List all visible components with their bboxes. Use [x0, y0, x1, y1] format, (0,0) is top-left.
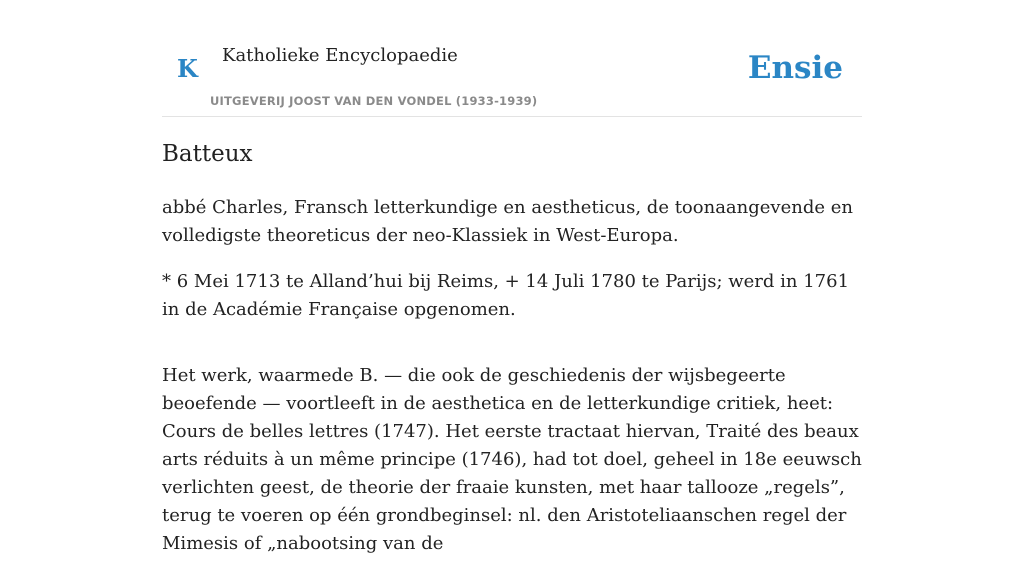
publisher-subtitle: UITGEVERIJ JOOST VAN DEN VONDEL (1933-1939) [210, 94, 538, 108]
entry-paragraph: abbé Charles, Fransch letterkundige en aestheticus, de toonaangevende en volledigste theoreticus der neo-Klassiek in West-Europa. [162, 197, 853, 246]
ensie-brand-logo[interactable]: Ensie [747, 50, 843, 86]
encyclopedia-logo[interactable]: K [177, 54, 198, 83]
site-header [162, 0, 862, 117]
entry-title: Batteux [162, 141, 253, 167]
entry-content [162, 136, 862, 576]
entry-paragraph: Het werk, waarmede B. — die ook de geschiedenis der wijsbegeerte beoefende — voortleeft in de aesthetica en de letterkundige critiek, heet: Cours de belles lettres (1747). Het eerste tractaat hiervan, Traité des beaux arts réduits à un même principe (1746), had tot doel, geheel in 18e eeuwsch verlichten geest, de theorie der fraaie kunsten, met haar tallooze „regels”, terug te voeren op één grondbeginsel: nl. den Aristoteliaanschen regel der Mimesis of „nabootsing van de [162, 365, 862, 554]
site-title[interactable]: Katholieke Encyclopaedie [222, 45, 458, 66]
entry-paragraph: * 6 Mei 1713 te Alland’hui bij Reims, + 14 Juli 1780 te Parijs; werd in 1761 in de Académie Française opgenomen. [162, 271, 850, 320]
